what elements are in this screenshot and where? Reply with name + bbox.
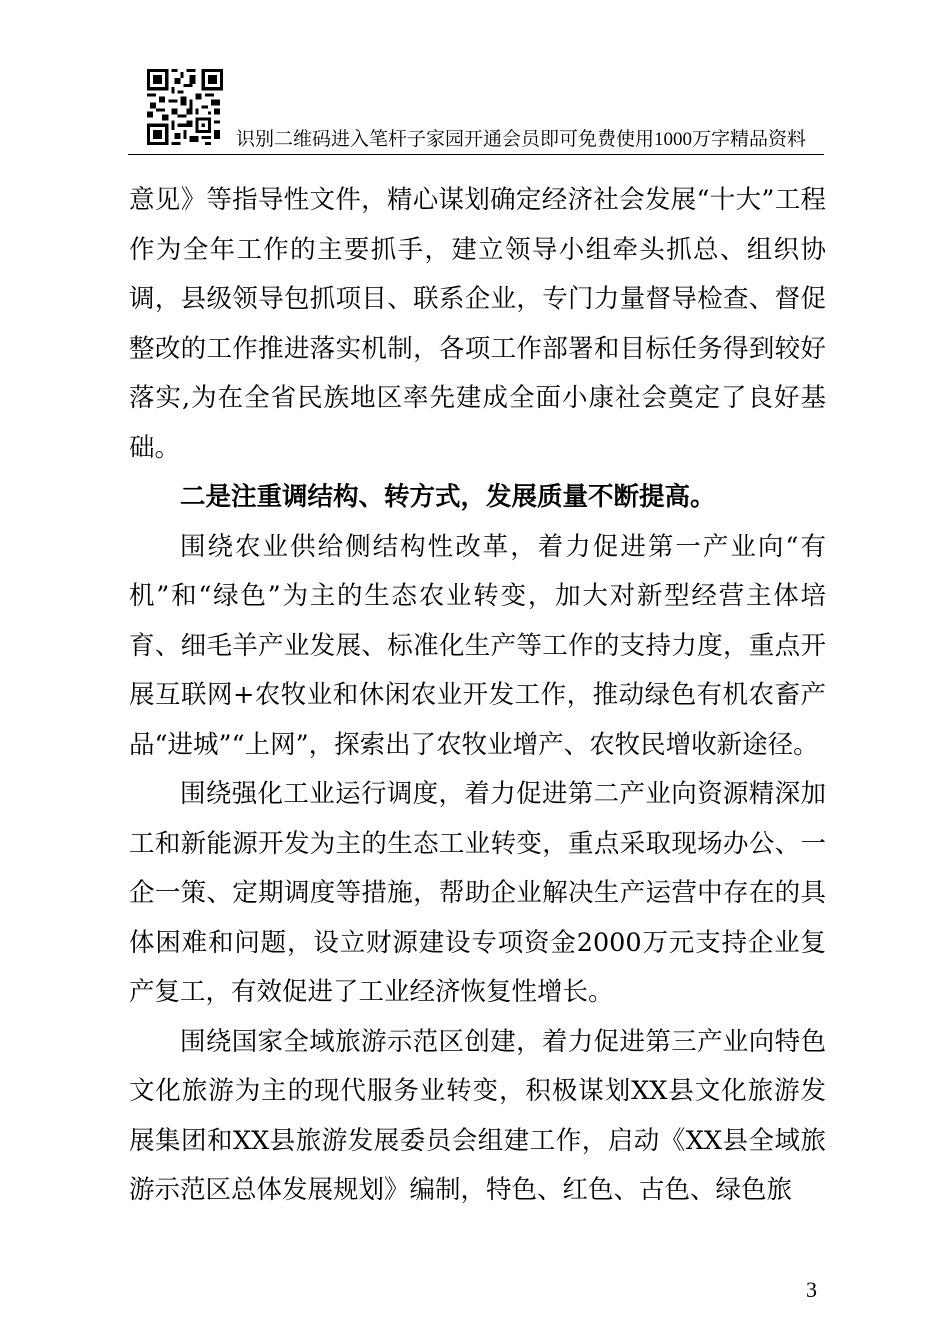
qr-code-icon (147, 69, 223, 145)
paragraph-industry: 围绕强化工业运行调度，着力促进第二产业向资源精深加工和新能源开发为主的生态工业转变，重点采取现场办公、一企一策、定期调度等措施，帮助企业解决生产运营中存在的具体困难和问题，设立财源建设专项资金2000万元支持企业复产复工，有效促进了工业经济恢复性增长。 (129, 779, 826, 1007)
paragraph-continuation: 意见》等指导性文件，精心谋划确定经济社会发展“十大”工程作为全年工作的主要抓手，建立领导小组牵头抓总、组织协调，县级领导包抓项目、联系企业，专门力量督导检查、督促整改的工作推进落实机制，各项工作部署和目标任务得到较好落实,为在全省民族地区率先建成全面小康社会奠定了良好基础。 (129, 185, 826, 463)
paragraph-agriculture: 围绕农业供给侧结构性改革，着力促进第一产业向“有机”和“绿色”为主的生态农业转变，加大对新型经营主体培育、细毛羊产业发展、标准化生产等工作的支持力度，重点开展互联网+农牧业和休闲农业开发工作，推动绿色有机农畜产品“进城”“上网”，探索出了农牧业增产、农牧民增收新途径。 (129, 531, 826, 760)
header-notice: 识别二维码进入笔杆子家园开通会员即可免费使用1000万字精品资料 (235, 129, 806, 150)
page-number: 3 (806, 1277, 817, 1302)
section-heading: 二是注重调结构、转方式，发展质量不断提高。 (180, 482, 716, 512)
document-body (129, 176, 826, 1216)
paragraph-tourism: 围绕国家全域旅游示范区创建，着力促进第三产业向特色文化旅游为主的现代服务业转变，积极谋划XX县文化旅游发展集团和XX县旅游发展委员会组建工作，启动《XX县全域旅游示范区总体发展规划》编制，特色、红色、古色、绿色旅 (129, 1026, 826, 1205)
page-header (128, 66, 824, 155)
